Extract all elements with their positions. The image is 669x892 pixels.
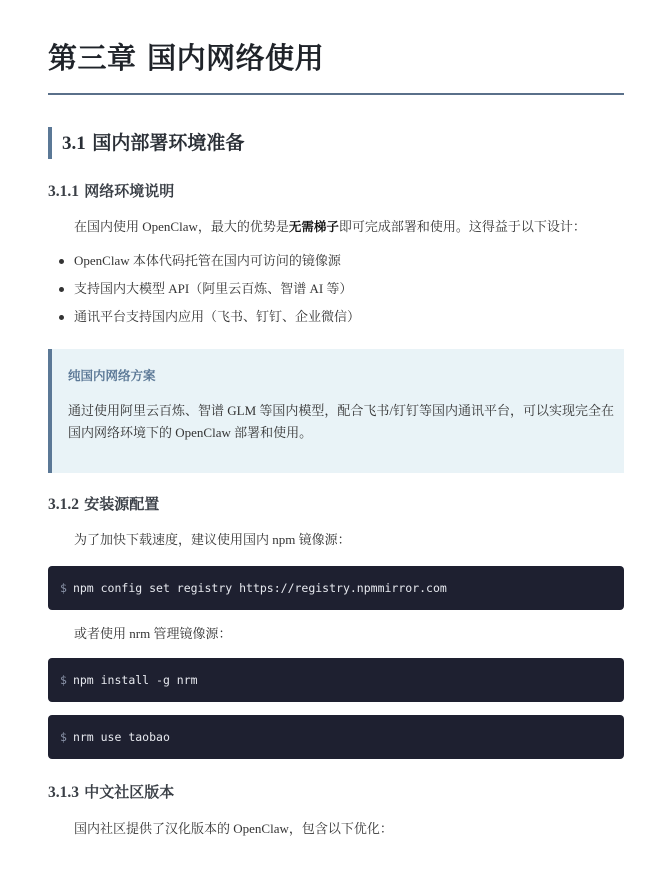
feature-list: [56, 251, 360, 335]
chapter-divider: [48, 93, 624, 95]
section-title: 国内部署环境准备: [92, 132, 245, 154]
callout-body: 通过使用阿里云百炼、智谱 GLM 等国内模型，配合飞书/钉钉等国内通讯平台，可以实现完全在国内网络环境下的 OpenClaw 部署和使用。: [68, 403, 615, 440]
list-item-text: 通讯平台支持国内应用（飞书、钉钉、企业微信）: [74, 309, 361, 324]
section-heading: [48, 127, 244, 159]
shell-prompt: $: [60, 730, 67, 744]
subsection-heading-2: [48, 494, 159, 515]
code-block-nrm-install[interactable]: [48, 658, 624, 702]
intro-text: 在国内使用 OpenClaw，最大的优势是: [74, 219, 289, 234]
info-callout: [48, 349, 624, 473]
subsection-heading-1: [48, 181, 174, 202]
list-item-text: OpenClaw 本体代码托管在国内可访问的镜像源: [74, 253, 341, 268]
paragraph-nrm-alt: 或者使用 nrm 管理镜像源：: [74, 626, 232, 641]
subsection-heading-3: [48, 782, 174, 803]
paragraph-mirror-intro: 为了加快下载速度，建议使用国内 npm 镜像源：: [74, 532, 351, 547]
code-text: npm install -g nrm: [72, 673, 198, 687]
list-item-text: 支持国内大模型 API（阿里云百炼、智谱 AI 等）: [74, 281, 353, 296]
bullet-icon: [59, 315, 64, 320]
shell-prompt: $: [60, 673, 67, 687]
list-item: [56, 307, 360, 335]
subsection-title: 中文社区版本: [84, 783, 175, 801]
list-item: [56, 251, 360, 279]
chapter-title: 第三章 国内网络使用: [48, 41, 325, 75]
callout-title: 纯国内网络方案: [68, 368, 156, 383]
subsection-number: 3.1.3: [48, 784, 79, 801]
code-text: npm config set registry https://registry.npmmirror.com: [72, 581, 447, 595]
list-item: [56, 279, 360, 307]
bullet-icon: [59, 287, 64, 292]
intro-emphasis: 无需梯子: [288, 219, 339, 234]
section-number: 3.1: [62, 133, 86, 154]
paragraph-network-intro: [74, 217, 586, 237]
subsection-number: 3.1.1: [48, 183, 79, 200]
paragraph-community-intro: 国内社区提供了汉化版本的 OpenClaw，包含以下优化：: [74, 821, 393, 836]
subsection-title: 安装源配置: [84, 495, 160, 513]
code-block-registry[interactable]: [48, 566, 624, 610]
subsection-number: 3.1.2: [48, 496, 79, 513]
code-text: nrm use taobao: [72, 730, 170, 744]
intro-text-tail: 即可完成部署和使用。这得益于以下设计：: [338, 219, 586, 234]
shell-prompt: $: [60, 581, 67, 595]
code-block-nrm-use[interactable]: [48, 715, 624, 759]
subsection-title: 网络环境说明: [84, 182, 175, 200]
bullet-icon: [59, 259, 64, 264]
